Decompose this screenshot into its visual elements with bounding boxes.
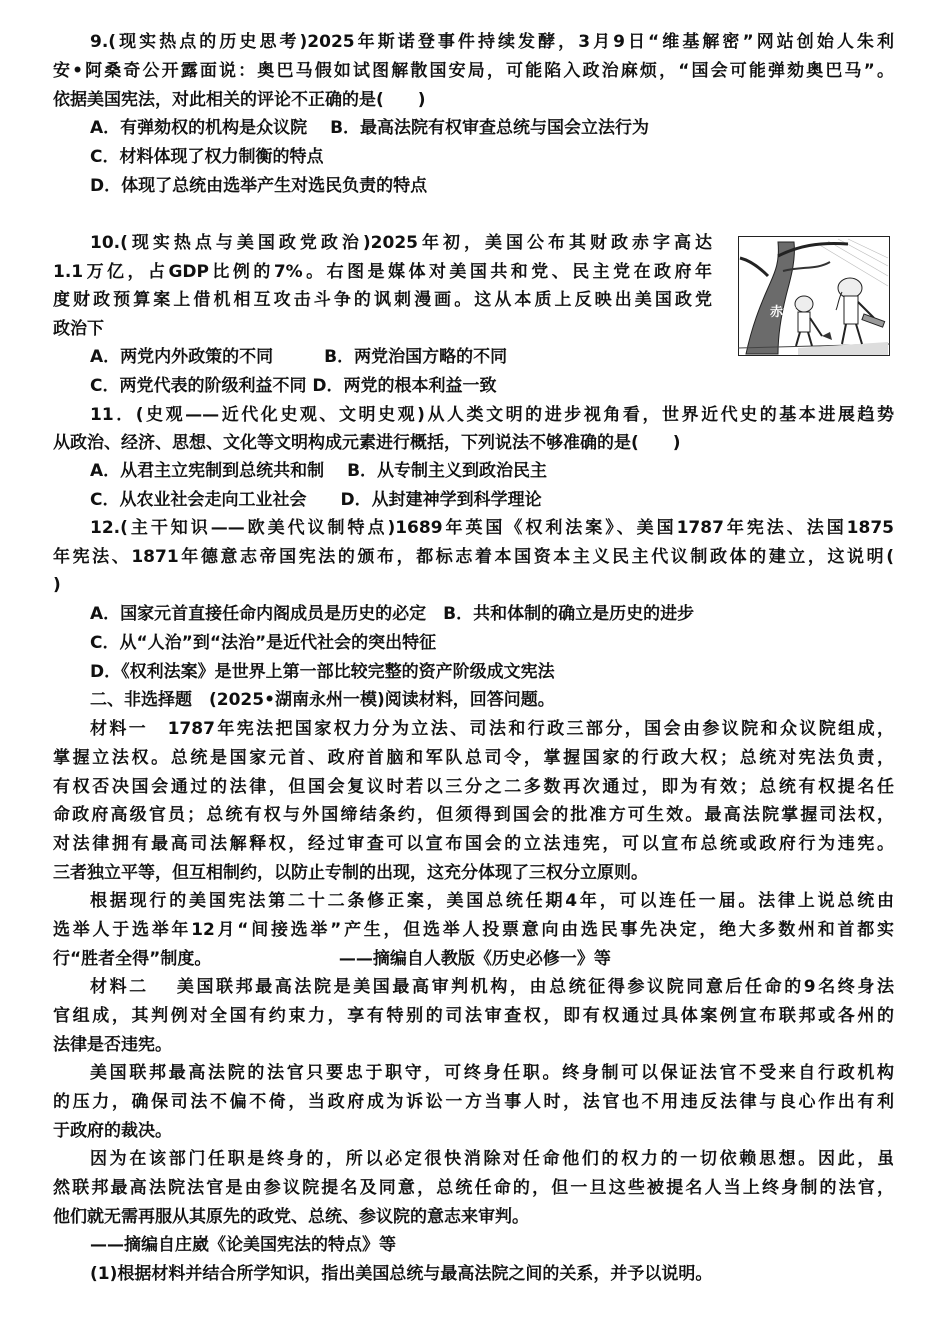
q12-option-c: C．从“人治”到“法治”是近代社会的突出特征 — [90, 633, 437, 653]
q11-line-1: 11．(史观——近代化史观、文明史观)从人类文明的进步视角看，世界近代史的基本进展趋势 — [90, 405, 894, 425]
q9-option-d: D．体现了总统由选举产生对选民负责的特点 — [90, 176, 428, 196]
q12-line-1: 12.(主干知识——欧美代议制特点)1689年英国《权利法案》、美国1787年宪法、法国1875 — [90, 518, 894, 538]
material2c-line-1: 因为在该部门任职是终身的，所以必定很快消除对任命他们的权力的一切依赖思想。因此，虽 — [90, 1149, 894, 1169]
q11-option-cd: C．从农业社会走向工业社会 D．从封建神学到科学理论 — [90, 490, 542, 510]
q10-option-cd: C．两党代表的阶级利益不同 D．两党的根本利益一致 — [90, 376, 497, 396]
material2-line-3: 法律是否违宪。 — [53, 1035, 172, 1055]
q9-line-2: 安•阿桑奇公开露面说：奥巴马假如试图解散国安局，可能陷入政治麻烦，“国会可能弹劾奥巴马”。 — [53, 61, 894, 81]
material2-line-1: 材料二 美国联邦最高法院是美国最高审判机构，由总统征得参议院同意后任命的9名终身法 — [90, 977, 894, 997]
q10-option-ab: A．两党内外政策的不同 B．两党治国方略的不同 — [90, 347, 508, 367]
material2b-line-3: 于政府的裁决。 — [53, 1121, 172, 1141]
q10-line-3: 度财政预算案上借机相互攻击斗争的讽刺漫画。这从本质上反映出美国政党 — [53, 290, 712, 310]
q11-line-2: 从政治、经济、思想、文化等文明构成元素进行概括，下列说法不够准确的是( ) — [53, 433, 681, 453]
material1b-line-2: 选举人于选举年12月“间接选举”产生，但选举人投票意向由选民事先决定，绝大多数州和首都实 — [53, 920, 894, 940]
material1-line-4: 命政府高级官员；总统有权与外国缔结条约，但须得到国会的批准方可生效。最高法院掌握司法权， — [53, 805, 894, 825]
q12-line-3: ) — [53, 575, 61, 595]
material2-line-2: 官组成，其判例对全国有约束力，享有特别的司法审查权，即有权通过具体案例宣布联邦或各州的 — [53, 1006, 894, 1026]
material2b-line-2: 的压力，确保司法不偏不倚，当政府成为诉讼一方当事人时，法官也不用违反法律与良心作出有利 — [53, 1092, 894, 1112]
material1-line-6: 三者独立平等，但互相制约，以防止专制的出现，这充分体现了三权分立原则。 — [53, 863, 648, 883]
material2c-line-2: 然联邦最高法院法官是由参议院提名及同意，总统任命的，但一旦这些被提名人当上终身制的法官， — [53, 1178, 894, 1198]
q9-option-ab: A．有弹劾权的机构是众议院 B．最高法院有权审查总统与国会立法行为 — [90, 118, 650, 138]
q11-option-ab: A．从君主立宪制到总统共和制 B．从专制主义到政治民主 — [90, 461, 548, 481]
material1b-line-3: 行“胜者全得”制度。 ——摘编自人教版《历史必修一》等 — [53, 949, 611, 969]
q12-option-d: D．《权利法案》是世界上第一部比较完整的资产阶级成文宪法 — [90, 662, 555, 682]
q10-line-4: 政治下 — [53, 319, 104, 339]
q12-option-ab: A．国家元首直接任命内阁成员是历史的必定 B．共和体制的确立是历史的进步 — [90, 604, 695, 624]
part2-question-1: (1)根据材料并结合所学知识，指出美国总统与最高法院之间的关系，并予以说明。 — [90, 1264, 713, 1284]
material1-line-5: 对法律拥有最高司法解释权，经过审查可以宣布国会的立法违宪，可以宣布总统或政府行为违宪。 — [53, 834, 894, 854]
material2-source: ——摘编自庄崴《论美国宪法的特点》等 — [90, 1235, 396, 1255]
part2-heading: 二、非选择题 (2025•湖南永州一模)阅读材料，回答问题。 — [90, 690, 555, 710]
q9-option-c: C．材料体现了权力制衡的特点 — [90, 147, 324, 167]
cartoon-label: 赤字 — [770, 305, 797, 320]
q12-line-2: 年宪法、1871年德意志帝国宪法的颁布，都标志着本国资本主义民主代议制政体的建立，这说明( — [53, 547, 894, 567]
political-cartoon-image — [738, 236, 890, 356]
q9-line-1: 9.(现实热点的历史思考)2025年斯诺登事件持续发酵，3月9日“维基解密”网站创始人朱利 — [90, 32, 894, 52]
material2b-line-1: 美国联邦最高法院的法官只要忠于职守，可终身任职。终身制可以保证法官不受来自行政机构 — [90, 1063, 894, 1083]
q10-line-1: 10.(现实热点与美国政党政治)2025年初，美国公布其财政赤字高达 — [90, 233, 712, 253]
material2c-line-3: 他们就无需再服从其原先的政党、总统、参议院的意志来审判。 — [53, 1207, 529, 1227]
material1-line-2: 掌握立法权。总统是国家元首、政府首脑和军队总司令，掌握国家的行政大权；总统对宪法负责， — [53, 748, 894, 768]
material1-line-1: 材料一 1787年宪法把国家权力分为立法、司法和行政三部分，国会由参议院和众议院组成， — [90, 719, 894, 739]
q10-line-2: 1.1万亿，占GDP比例的7%。右图是媒体对美国共和党、民主党在政府年 — [53, 262, 712, 282]
material1b-line-1: 根据现行的美国宪法第二十二条修正案，美国总统任期4年，可以连任一届。法律上说总统由 — [90, 891, 894, 911]
q9-line-3: 依据美国宪法，对此相关的评论不正确的是( ) — [53, 90, 426, 110]
material1-line-3: 有权否决国会通过的法律，但国会复议时若以三分之二多数再次通过，即为有效；总统有权提名任 — [53, 777, 894, 797]
